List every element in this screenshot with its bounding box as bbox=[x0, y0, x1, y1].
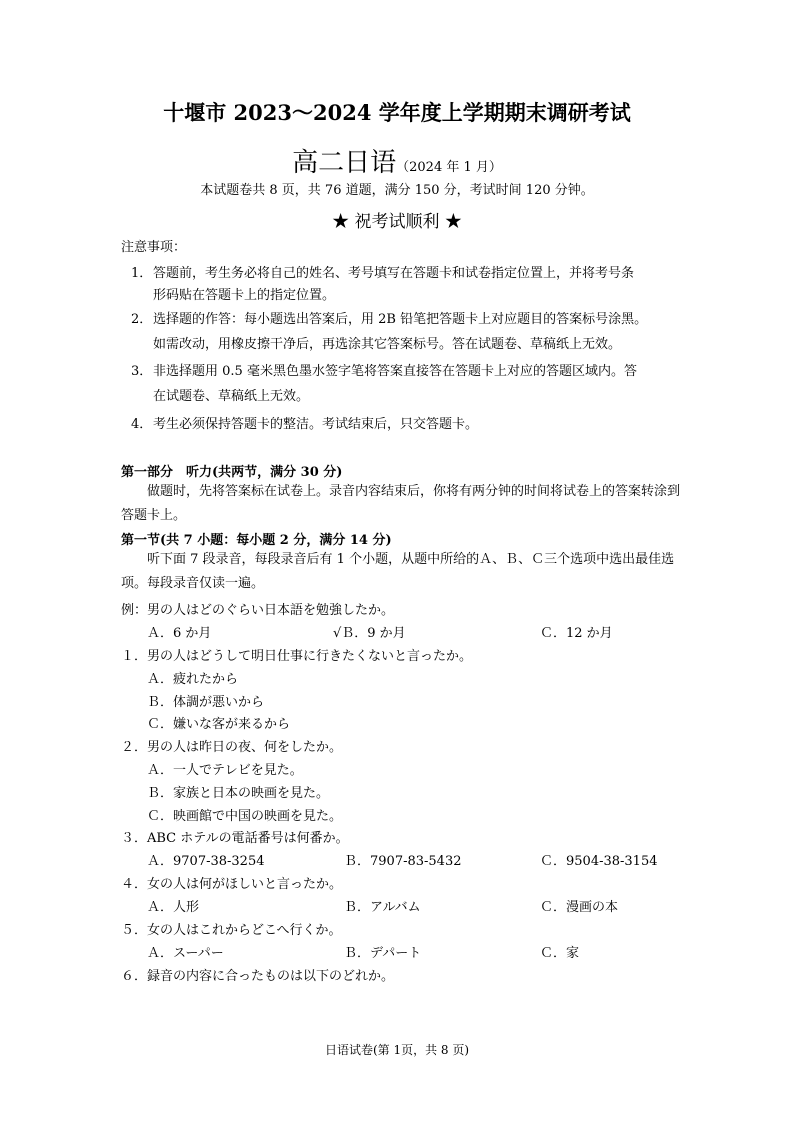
question-text: ５．女の人はこれからどこへ行くか。 bbox=[121, 923, 342, 938]
question-option: Ｃ．映画館で中国の映画を見た。 bbox=[147, 809, 343, 824]
example-option-c: Ｃ．12 か月 bbox=[540, 626, 613, 641]
note-number: 3． bbox=[131, 364, 153, 379]
question-text: ６．録音の内容に合ったものは以下のどれか。 bbox=[121, 969, 395, 984]
note-text: 选择题的作答：每小题选出答案后，用 2B 铅笔把答题卡上对应题目的答案标号涂黑。 bbox=[153, 312, 648, 327]
example-option-a: Ａ．6 か月 bbox=[147, 626, 212, 641]
question-option: Ｃ．9504-38-3154 bbox=[540, 854, 658, 869]
question-text: １．男の人はどうして明日仕事に行きたくないと言ったか。 bbox=[121, 649, 473, 664]
question-option: Ｂ．体調が悪いから bbox=[147, 695, 265, 710]
question-option: Ａ．疲れたから bbox=[147, 672, 239, 687]
good-luck-banner: ★ 祝考试顺利 ★ bbox=[332, 212, 462, 232]
exam-subject-line bbox=[0, 142, 794, 179]
question-option: Ｂ．7907-83-5432 bbox=[344, 854, 462, 869]
note-text: 在试题卷、草稿纸上无效。 bbox=[153, 389, 310, 404]
example-option-b: √Ｂ．9 か月 bbox=[333, 626, 406, 641]
note-text: 形码贴在答题卡上的指定位置。 bbox=[153, 288, 336, 303]
question-option: Ａ．人形 bbox=[147, 900, 200, 915]
question-text: ２．男の人は昨日の夜、何をしたか。 bbox=[121, 740, 343, 755]
question-option: Ｃ．家 bbox=[540, 946, 580, 961]
section1-heading: 第一节(共 7 小题：每小题 2 分，满分 14 分) bbox=[121, 533, 392, 548]
part1-heading: 第一部分 听力(共两节，满分 30 分) bbox=[121, 465, 343, 480]
notes-heading: 注意事项： bbox=[121, 240, 187, 255]
page-footer: 日语试卷(第 1页，共 8 页) bbox=[324, 1043, 470, 1057]
question-option: Ａ．スーパー bbox=[147, 946, 224, 961]
part1-intro: 做题时，先将答案标在试卷上。录音内容结束后，你将有两分钟的时间将试卷上的答案转涂到答题卡上。 bbox=[121, 484, 681, 523]
example-question: 例：男の人はどのぐらい日本語を勉強したか。 bbox=[121, 603, 395, 618]
exam-info: 本试题卷共 8 页，共 76 道题，满分 150 分，考试时间 120 分钟。 bbox=[200, 183, 594, 198]
exam-date: （2024 年 1 月） bbox=[396, 160, 502, 175]
question-text: ４．女の人は何がほしいと言ったか。 bbox=[121, 877, 343, 892]
note-number: 1． bbox=[131, 266, 153, 281]
question-option: Ｂ．家族と日本の映画を見た。 bbox=[147, 786, 330, 801]
exam-title: 十堰市 2023～2024 学年度上学期期末调研考试 bbox=[163, 100, 631, 125]
note-number: 4． bbox=[131, 417, 153, 432]
note-text: 考生必须保持答题卡的整洁。考试结束后，只交答题卡。 bbox=[153, 417, 479, 432]
note-number: 2． bbox=[131, 312, 153, 327]
section1-intro: 听下面 7 段录音，每段录音后有 1 个小题，从题中所给的Ａ、Ｂ、Ｃ三个选项中选出最佳选项。每段录音仅读一遍。 bbox=[121, 552, 675, 591]
question-option: Ａ．9707-38-3254 bbox=[147, 854, 265, 869]
question-text: ３．ABC ホテルの電話番号は何番か。 bbox=[121, 831, 349, 846]
question-option: Ｂ．アルバム bbox=[344, 900, 421, 915]
note-text: 如需改动，用橡皮擦干净后，再选涂其它答案标号。答在试题卷、草稿纸上无效。 bbox=[153, 337, 622, 352]
question-option: Ｂ．デパート bbox=[344, 946, 422, 961]
note-text: 答题前，考生务必将自己的姓名、考号填写在答题卡和试卷指定位置上，并将考号条 bbox=[153, 266, 635, 281]
question-option: Ｃ．嫌いな客が来るから bbox=[147, 717, 291, 732]
note-text: 非选择题用 0.5 毫米黑色墨水签字笔将答案直接答在答题卡上对应的答题区域内。答 bbox=[153, 364, 637, 379]
question-option: Ａ．一人でテレビを見た。 bbox=[147, 763, 303, 778]
question-option: Ｃ．漫画の本 bbox=[540, 900, 619, 915]
exam-subject: 高二日语 bbox=[292, 148, 397, 178]
